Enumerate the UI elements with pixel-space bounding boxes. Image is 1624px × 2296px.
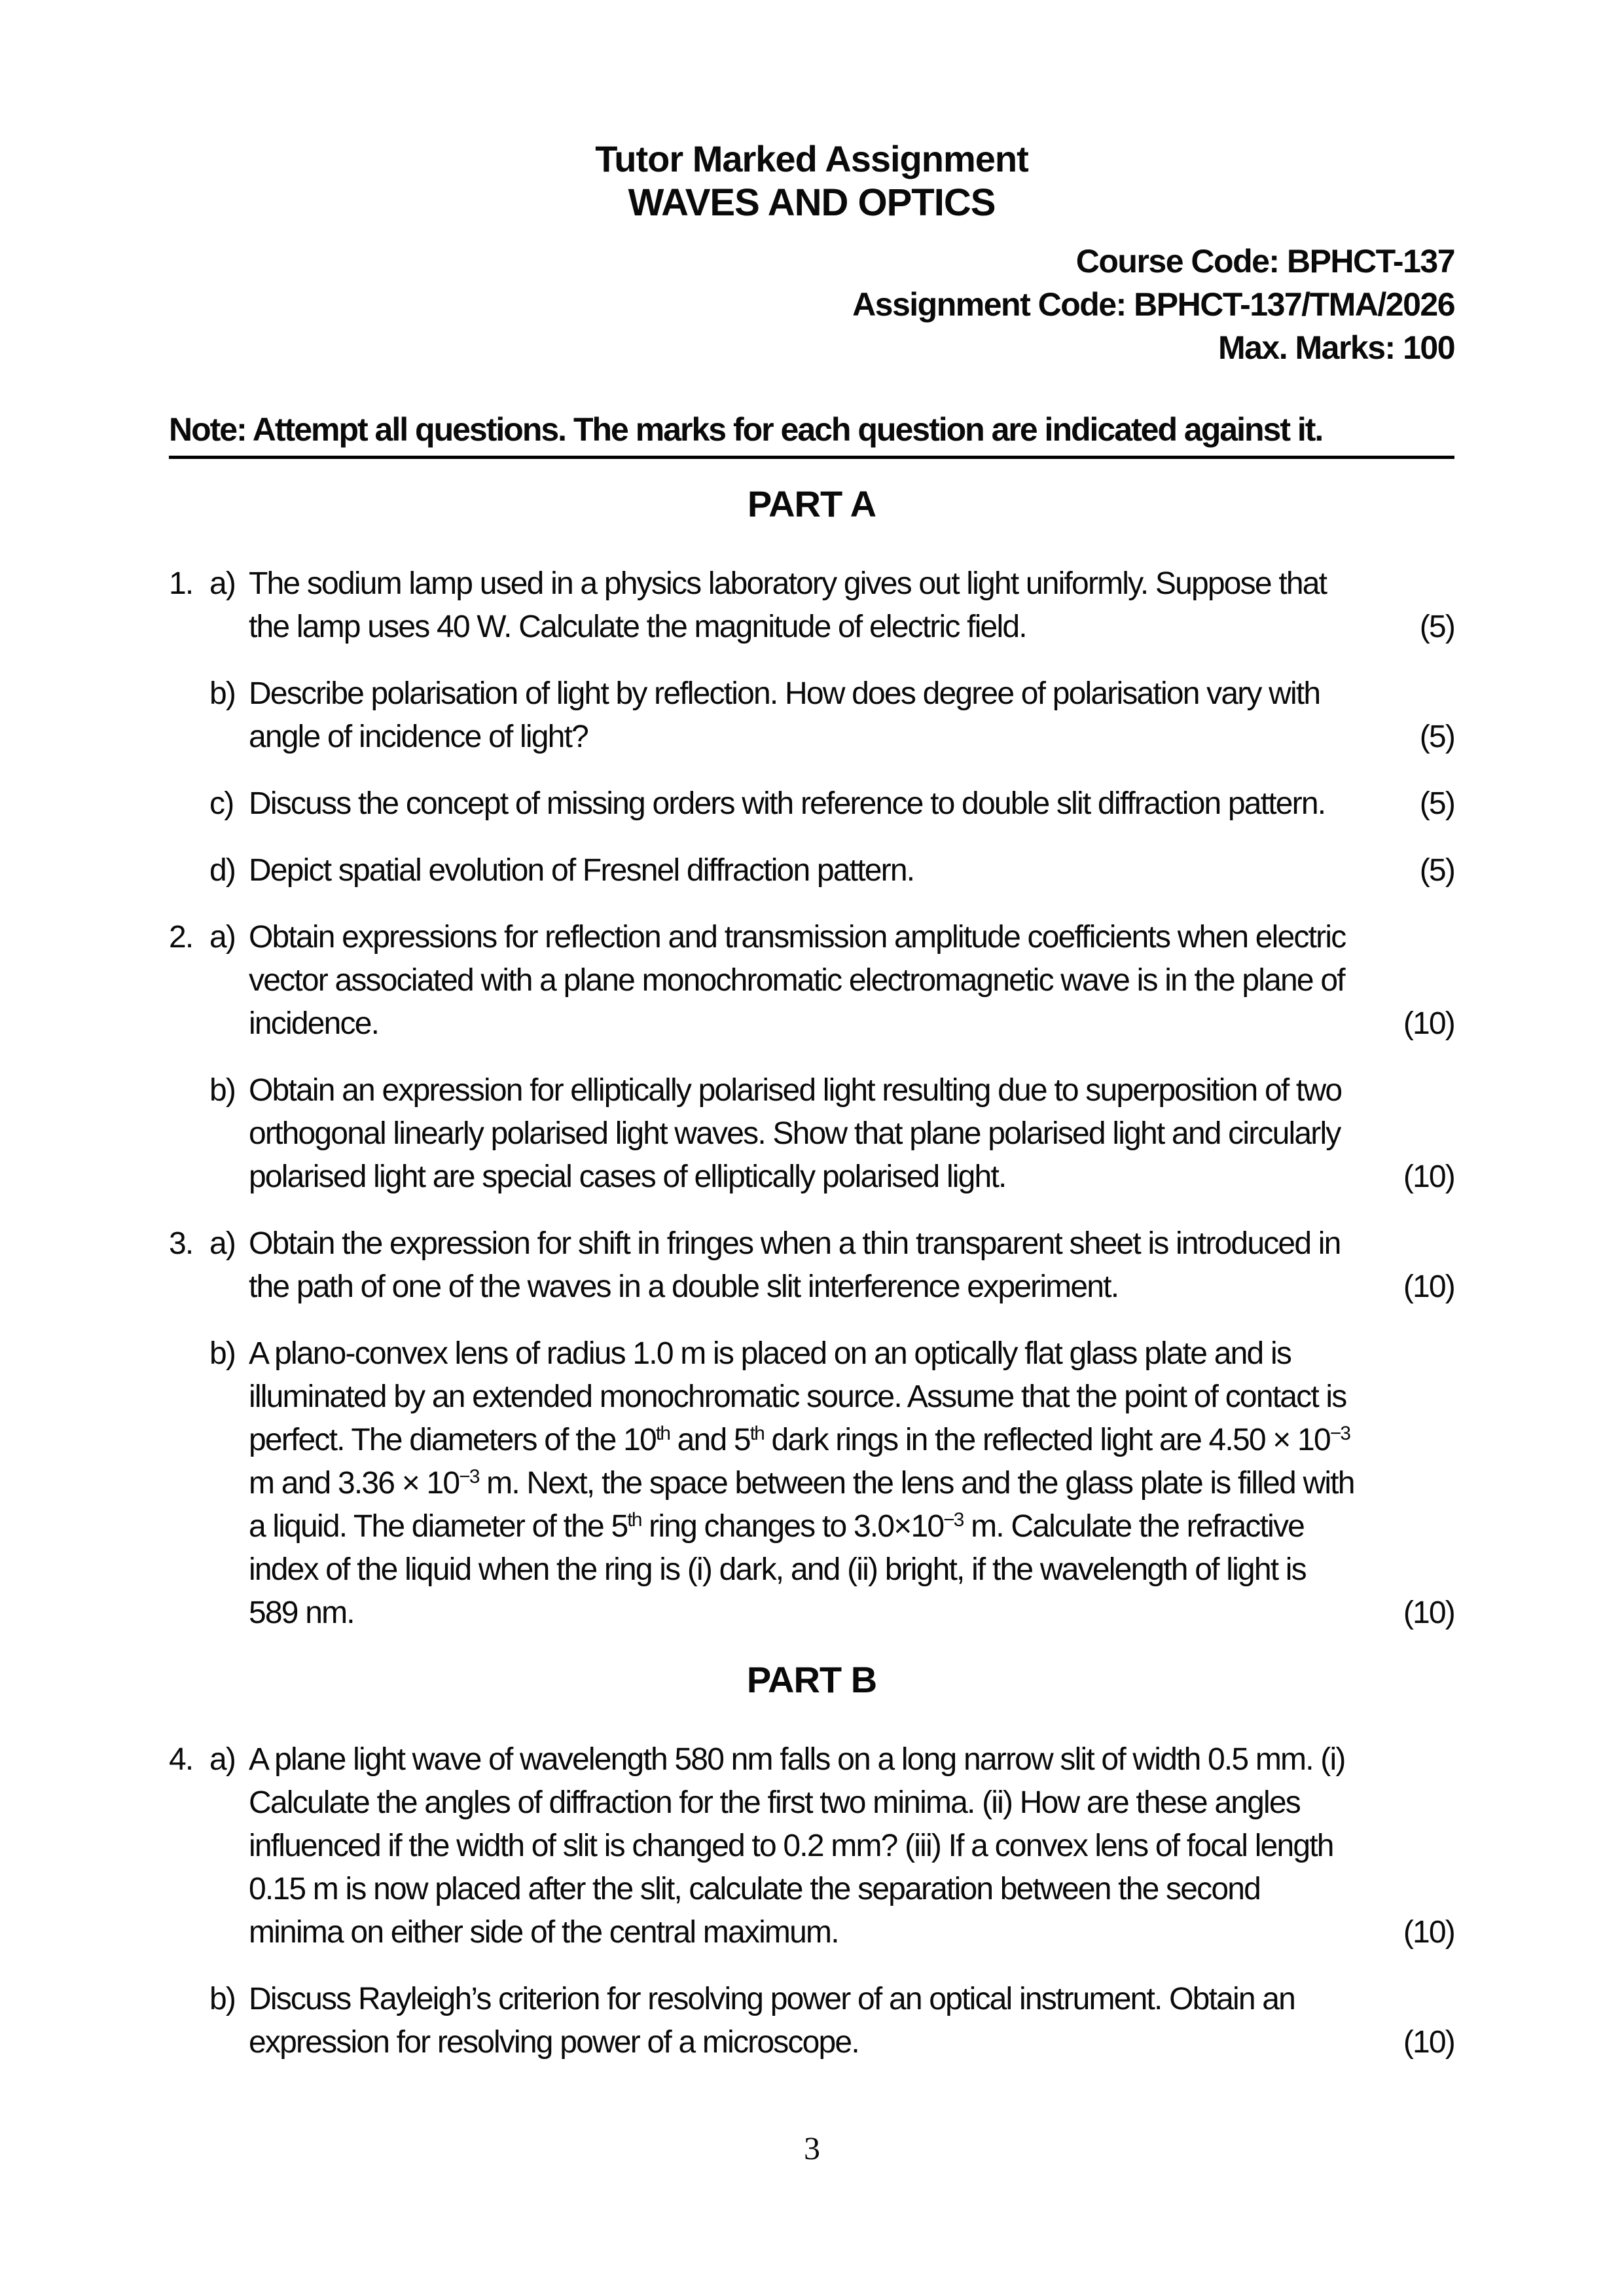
part-letter: c) bbox=[209, 786, 234, 821]
part-marks: (10) bbox=[1403, 1006, 1454, 1041]
question-number bbox=[169, 782, 209, 826]
part-letter: a) bbox=[209, 1742, 236, 1777]
question-part-1d bbox=[169, 849, 1454, 892]
part-text: Discuss the concept of missing orders with reference to double slit diffraction pattern. bbox=[249, 786, 1326, 821]
question-number bbox=[169, 1069, 209, 1199]
part-marks: (5) bbox=[1419, 610, 1454, 644]
question-number bbox=[169, 672, 209, 759]
question-part-1a bbox=[169, 562, 1454, 649]
part-text: The sodium lamp used in a physics laboratory gives out light uniformly. Suppose that the lamp uses 40 W. Calculate the magnitude of electric field. bbox=[249, 566, 1327, 644]
question-part-4a bbox=[169, 1738, 1454, 1954]
part-letter: a) bbox=[209, 920, 236, 955]
part-marks: (10) bbox=[1403, 1595, 1454, 1630]
question-part-4b bbox=[169, 1978, 1454, 2064]
question-part-1c bbox=[169, 782, 1454, 826]
question-number: 1. bbox=[169, 566, 193, 601]
question-number: 4. bbox=[169, 1742, 193, 1777]
part-marks: (10) bbox=[1403, 2025, 1454, 2060]
part-marks: (10) bbox=[1403, 1159, 1454, 1194]
question-part-3b bbox=[169, 1332, 1454, 1635]
page-title: Tutor Marked Assignment bbox=[595, 138, 1028, 179]
question-part-1b bbox=[169, 672, 1454, 759]
part-letter: b) bbox=[209, 676, 236, 711]
part-text: Depict spatial evolution of Fresnel diffraction pattern. bbox=[249, 853, 914, 888]
course-code: Course Code: BPHCT-137 bbox=[1075, 243, 1454, 280]
question-4 bbox=[169, 1738, 1454, 2064]
note-line: Note: Attempt all questions. The marks for each question are indicated against it. bbox=[169, 409, 1454, 459]
section-heading-part-a: PART A bbox=[747, 483, 876, 524]
part-letter: a) bbox=[209, 1226, 236, 1261]
part-text: Describe polarisation of light by reflection. How does degree of polarisation vary with angle of incidence of light? bbox=[249, 676, 1320, 754]
part-letter: b) bbox=[209, 1982, 236, 2016]
header-codes-block bbox=[169, 240, 1454, 369]
section-heading-part-b: PART B bbox=[746, 1659, 877, 1700]
assignment-code: Assignment Code: BPHCT-137/TMA/2026 bbox=[852, 286, 1454, 323]
page-subtitle: WAVES AND OPTICS bbox=[628, 181, 996, 224]
part-marks: (10) bbox=[1403, 1915, 1454, 1950]
question-2 bbox=[169, 916, 1454, 1199]
question-number bbox=[169, 1978, 209, 2064]
question-part-2a bbox=[169, 916, 1454, 1046]
part-text: Obtain an expression for elliptically polarised light resulting due to superposition of two orthogonal linearly polarised light waves. Show that plane polarised light and circularly polarised light are special cases of elliptically polarised light. bbox=[249, 1073, 1342, 1194]
question-number: 2. bbox=[169, 920, 193, 955]
part-marks: (10) bbox=[1403, 1269, 1454, 1304]
part-marks: (5) bbox=[1419, 853, 1454, 888]
question-part-2b bbox=[169, 1069, 1454, 1199]
question-part-3a bbox=[169, 1222, 1454, 1309]
part-text: Discuss Rayleigh’s criterion for resolving power of an optical instrument. Obtain an expression for resolving power of a microscope. bbox=[249, 1982, 1295, 2060]
part-text: A plane light wave of wavelength 580 nm falls on a long narrow slit of width 0.5 mm. (i) Calculate the angles of diffraction for the first two minima. (ii) How are these angles influenced if the width of slit is changed to 0.2 mm? (iii) If a convex lens of focal length 0.15 m is now placed after the slit, calculate the separation between the second minima on either side of the central maximum. bbox=[249, 1742, 1345, 1950]
part-marks: (5) bbox=[1419, 720, 1454, 754]
part-text: Obtain expressions for reflection and transmission amplitude coefficients when electric vector associated with a plane monochromatic electromagnetic wave is in the plane of incidence. bbox=[249, 920, 1346, 1041]
part-letter: d) bbox=[209, 853, 236, 888]
part-text: Obtain the expression for shift in fringes when a thin transparent sheet is introduced in the path of one of the waves in a double slit interference experiment. bbox=[249, 1226, 1341, 1304]
part-letter: a) bbox=[209, 566, 236, 601]
question-number bbox=[169, 1332, 209, 1635]
part-text: A plano-convex lens of radius 1.0 m is placed on an optically flat glass plate and is illuminated by an extended monochromatic source. Assume that the point of contact is perfect. The diameters of the 10th and 5th dark rings in the reflected light are $4.50 \times 10^{-3}$ m and $3.36 \times 10^{-3}$ m. Next, the space between the lens and the glass plate is filled with a liquid. The diameter of the 5th ring changes to $3.0\times 10^{-3}$ m. Calculate the refractive index of the liquid when the ring is (i) dark, and (ii) bright, if the wavelength of light is 589 nm. bbox=[249, 1336, 1354, 1630]
question-1 bbox=[169, 562, 1454, 892]
max-marks: Max. Marks: 100 bbox=[1218, 329, 1454, 366]
part-letter: b) bbox=[209, 1336, 236, 1371]
part-letter: b) bbox=[209, 1073, 236, 1108]
part-marks: (5) bbox=[1419, 786, 1454, 821]
question-number: 3. bbox=[169, 1226, 193, 1261]
page-number: 3 bbox=[804, 2130, 820, 2166]
question-3 bbox=[169, 1222, 1454, 1635]
question-number bbox=[169, 849, 209, 892]
